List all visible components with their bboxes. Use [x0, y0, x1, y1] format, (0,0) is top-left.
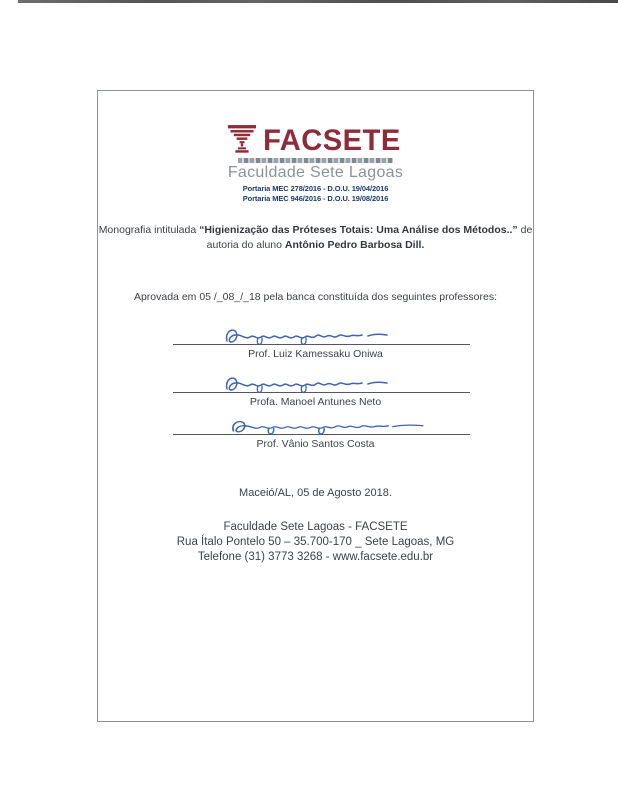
logo-stripe-bar [238, 158, 393, 163]
signature-rule-1 [173, 344, 470, 345]
brand-text: FACSETE [263, 124, 401, 157]
portaria-line-2: Portaria MEC 946/2016 - D.O.U. 19/08/2016 [242, 193, 389, 203]
footer-line-3: Telefone (31) 3773 3268 - www.facsete.edu.br [197, 551, 434, 563]
monograph-title: “Higienização das Próteses Totais: Uma Análise dos Métodos..” [199, 224, 518, 236]
logo-brand-row [228, 124, 403, 155]
footer-line-2: Rua Ítalo Pontelo 50 – 35.700-170 _ Sete Lagoas, MG [176, 536, 455, 548]
signature-rule-2 [173, 392, 470, 393]
scan-artifact-top-edge [18, 0, 618, 3]
portaria-block [243, 184, 389, 203]
approval-line: Aprovada em 05 /_08_/_18 pela banca constituída dos seguintes professores: [133, 291, 498, 303]
document-page [97, 90, 534, 722]
facsete-logo [98, 124, 533, 203]
professor-name-1: Prof. Luiz Kamessaku Oniwa [248, 348, 383, 360]
statement-paragraph [98, 223, 533, 253]
statement-line-1: Monografia intitulada “Higienização das Próteses Totais: Uma Análise dos Métodos..” de [98, 224, 533, 236]
facsete-logo-mark-icon [228, 124, 256, 155]
author-name: Antônio Pedro Barbosa Dill. [284, 239, 425, 251]
professor-name-2: Profa. Manoel Antunes Neto [249, 396, 382, 408]
footer-line-1: Faculdade Sete Lagoas - FACSETE [223, 521, 408, 533]
signature-rule-3 [173, 434, 470, 435]
date-line: Maceió/AL, 05 de Agosto 2018. [239, 487, 392, 499]
logo-subtitle: Faculdade Sete Lagoas [227, 164, 404, 181]
professor-name-3: Prof. Vânio Santos Costa [256, 438, 375, 450]
footer-address [98, 520, 533, 565]
statement-line-2: autoria do aluno Antônio Pedro Barbosa Dill. [206, 239, 425, 251]
portaria-line-1: Portaria MEC 278/2016 - D.O.U. 19/04/2016 [242, 184, 389, 193]
